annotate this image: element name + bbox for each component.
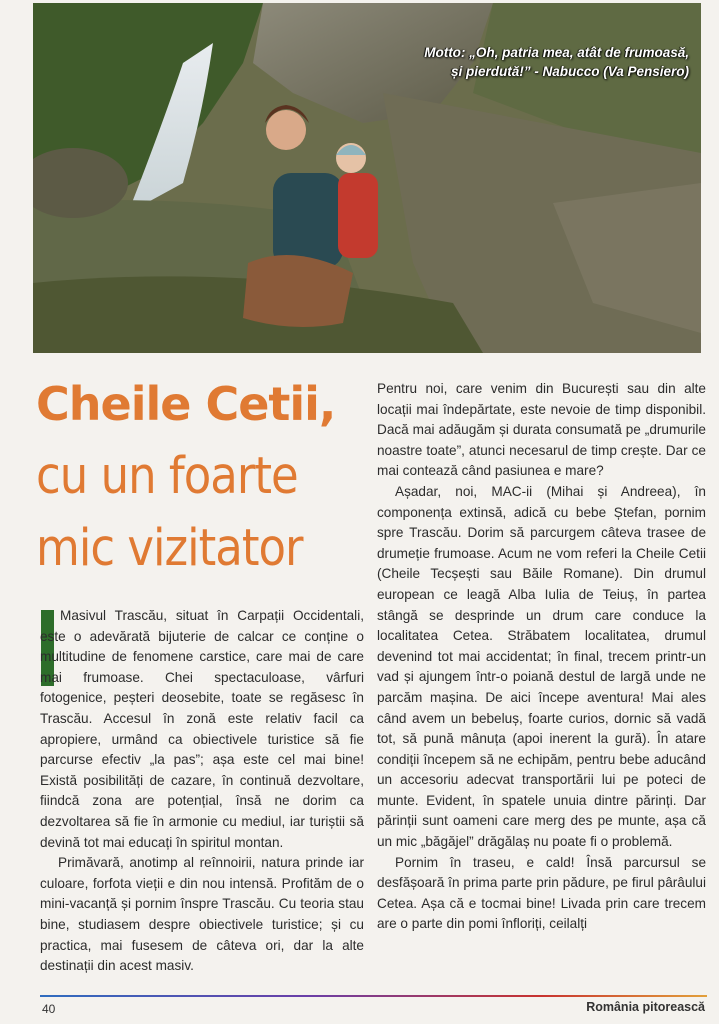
paragraph: Masivul Trascău, situat în Carpații Occidentali, este o adevărată bijuterie de calcar ce conține o multitudine de fenomene carstice, care mai de care mai frumoase. Chei spectaculoase, vârfuri fotogenice, peșteri deosebite, toate se regăsesc în Trascău. Accesul în zonă este relativ facil ca apropiere, urmând ca obiectivele turistice să fie parcurse efectiv „la pas”; așa este cel mai bine! Există posibilități de cazare, în continuă dezvoltare, fiindcă zona are potențial, însă ne dorim ca dezvoltarea să fie în armonie cu mediul, iar turiștii să devină tot mai educați în spiritul montan. (40, 608, 364, 850)
motto-line: Motto: „Oh, patria mea, atât de frumoasă, (424, 45, 689, 60)
paragraph: Pentru noi, care venim din București sau din alte locații mai îndepărtate, este nevoie de timp disponibil. Dacă mai adăugăm și durata consumată pe „drumurile noastre toate”, atunci necesarul de timp crește. Dar ce mai contează când pasiunea e mare? (377, 381, 706, 479)
title-line: mic vizitator (36, 517, 303, 578)
title-line: Cheile Cetii, (36, 377, 336, 431)
paragraph: Primăvară, anotimp al reînnoirii, natura prinde iar culoare, forfota vieții e din nou intensă. Profităm de o mini-vacanță și pornim înspre Trascău. Cu teoria stau bine, studiasem despre obiectivele turistice; și cu practica, mai fusesem de câteva ori, dar la alte destinații din acest masiv. (40, 855, 364, 974)
page-number: 40 (42, 1002, 56, 1016)
motto-line: și pierdută!” - Nabucco (Va Pensiero) (450, 64, 689, 79)
footer-rule (40, 995, 707, 997)
paragraph: Pornim în traseu, e cald! Însă parcursul se desfășoară în prima parte prin pădure, pe firul pârâului Cetea. Așa că e tocmai bine! Livada prin care trecem are o parte din pomi înfloriți, ceilalți (377, 854, 706, 932)
article-title (36, 368, 356, 584)
title-line: cu un foarte (36, 445, 298, 506)
photo-motto (389, 43, 689, 81)
article-column-right (377, 379, 706, 935)
article-photo (33, 3, 701, 353)
paragraph: Așadar, noi, MAC-ii (Mihai și Andreea), în componența extinsă, adică cu bebe Ștefan, pornim spre Trascău. Dorim să parcurgem câteva trasee de drumeție frumoase. Acum ne vom referi la Cheile Cetii (Cheile Tecșești sau Băile Romane). Din drumul european ce leagă Alba Iulia de Teiuș, în partea stângă se desprinde un drum care conduce la localitatea Cetea. Străbatem localitatea, drumul devenind tot mai accidentat; în final, trecem printr-un vad și ajungem într-o poiană destul de largă unde ne parcăm mașina. De aici începe aventura! Mai ales când avem un bebeluș, foarte curios, dornic să vadă tot, să pună mânuța (apoi inerent la gură). În atare condiții începem să ne echipăm, pentru bebe aducând un accesoriu adecvat transportării lui pe poteci de munte. Evident, în spatele unuia dintre părinți. Dar părinții sunt oameni care merg des pe munte, așa că un mic „băgăjel” drăgălaș nu poate fi o problemă. (377, 483, 706, 850)
article-column-left (40, 606, 364, 977)
magazine-name: România pitorească (586, 1000, 705, 1014)
